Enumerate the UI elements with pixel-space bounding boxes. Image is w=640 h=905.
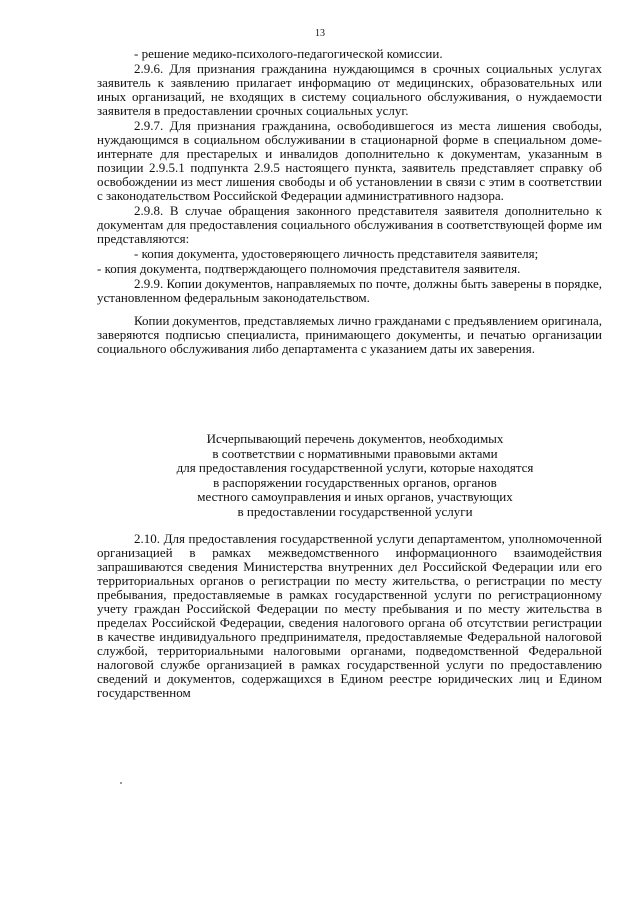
heading-line: в соответствии с нормативными правовыми актами [212, 445, 498, 461]
heading-line: в предоставлении государственной услуги [237, 503, 473, 519]
paragraph-2-9-7: 2.9.7. Для признания гражданина, освободившегося из места лишения свободы, нуждающимся в социальном обслуживании в стационарной форме в специальном доме-интернате для престарелых и инвалидов дополнительно к документам, указанным в позиции 2.9.5.1 подпункта 2.9.5 настоящего пункта, заявитель представляет справку об освобождении из мест лишения свободы и об установлении в связи с этим в соответствии с законодательством Российской Федерации административного надзора. [97, 118, 602, 203]
paragraph-authority-copy: - копия документа, подтверждающего полномочия представителя заявителя. [97, 261, 521, 276]
page-number: 13 [315, 28, 325, 39]
paragraph-id-copy: - копия документа, удостоверяющего личность представителя заявителя; [134, 246, 539, 261]
paragraph-certification: Копии документов, представляемых лично гражданами с предъявлением оригинала, заверяются подписью специалиста, принимающего документы, и печатью организации социального обслуживания либо департамента с указанием даты их заверения. [97, 313, 602, 356]
paragraph-2-9-6: 2.9.6. Для признания гражданина нуждающимся в срочных социальных услугах заявитель к заявлению прилагает информацию от медицинских, образовательных или иных организаций, не входящих в систему социального обслуживания, о нуждаемости заявителя в предоставлении срочных социальных услуг. [97, 61, 602, 118]
section-heading [125, 432, 585, 520]
body-text-top [97, 47, 602, 357]
scan-artifact [120, 782, 122, 784]
paragraph-2-10: 2.10. Для предоставления государственной услуги департаментом, уполномоченной организацией в рамках межведомственного информационного взаимодействия запрашиваются сведения Министерства внутренних дел Российской Федерации или его территориальных органов о регистрации по месту жительства, о регистрации по месту пребывания, предоставляемые в рамках государственной услуги по регистрационному учету граждан Российской Федерации по месту пребывания и по месту жительства в пределах Российской Федерации, сведения налогового органа об отсутствии регистрации в качестве индивидуального предпринимателя, предоставляемые Федеральной налоговой службой, территориальными налоговыми органами, подведомственной Федеральной налоговой службе организацией в рамках государственной услуги по предоставлению сведений и документов, содержащихся в Едином реестре юридических лиц и Едином государственном [97, 531, 602, 700]
heading-line: в распоряжении государственных органов, органов [213, 474, 497, 490]
heading-line: Исчерпывающий перечень документов, необходимых [206, 431, 504, 446]
paragraph-2-9-8: 2.9.8. В случае обращения законного представителя заявителя дополнительно к документам для предоставления социального обслуживания в соответствующей форме им представляются: [97, 203, 602, 246]
heading-line: местного самоуправления и иных органов, участвующих [197, 489, 513, 505]
body-text-bottom [97, 532, 602, 701]
paragraph-2-9-9: 2.9.9. Копии документов, направляемых по почте, должны быть заверены в порядке, установленном федеральным законодательством. [97, 276, 602, 305]
paragraph-commission: - решение медико-психолого-педагогической комиссии. [134, 46, 443, 61]
heading-line: для предоставления государственной услуги, которые находятся [176, 460, 534, 476]
